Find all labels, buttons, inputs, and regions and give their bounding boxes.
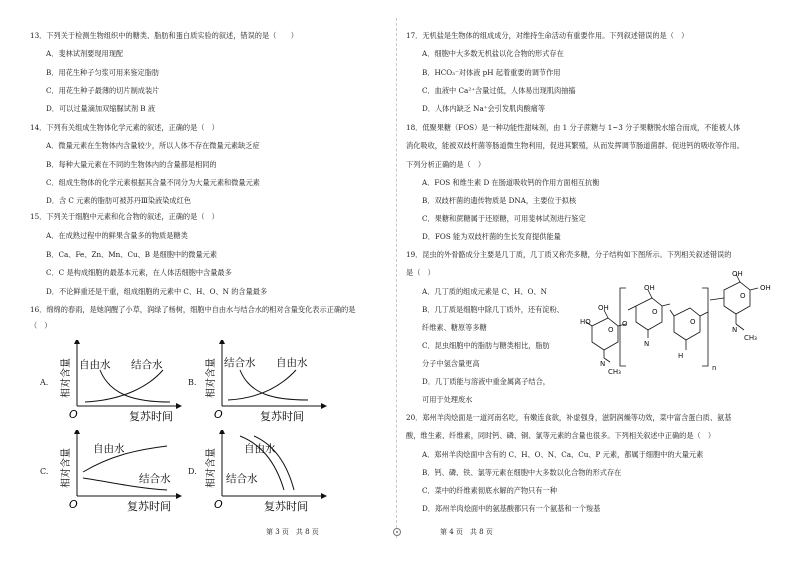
graph-c-origin: O xyxy=(69,498,78,511)
graph-d-ylabel: 相对含量 xyxy=(206,448,217,488)
graph-d-xlabel: 复苏时间 xyxy=(264,500,308,513)
q20-option-d: D．郑州羊肉烩面中的氨基酸都只有一个氨基和一个羧基 xyxy=(422,504,601,513)
graph-a-curve2-label: 结合水 xyxy=(131,359,163,371)
q18-option-d: D．FOS 能为双歧杆菌的生长发育提供能量 xyxy=(422,232,561,241)
q19-option-d: D．几丁质能与溶液中重金属离子结合， xyxy=(422,377,550,386)
q20-option-b: B．钙、磷、铁、氯等元素在细胞中大多数以化合物的形式存在 xyxy=(422,468,622,477)
chitin-n-subscript: n xyxy=(712,364,717,372)
graph-a-curve1-label: 自由水 xyxy=(79,359,111,371)
binding-hole-icon xyxy=(393,528,401,536)
graph-d-origin: O xyxy=(214,498,223,511)
q15-option-b: B．Ca、Fe、Zn、Mn、Cu、B 是细胞中的微量元素 xyxy=(46,250,218,259)
q15-stem: 15．下列关于细胞中元素和化合物的叙述，正确的是（ ） xyxy=(30,212,219,221)
chitin-o-label-2: O xyxy=(652,308,658,316)
page-divider xyxy=(396,18,397,538)
q13-stem: 13．下列关于检测生物组织中的糖类、脂肪和蛋白质实验的叙述，错误的是（ ） xyxy=(30,31,298,40)
q17-option-c: C．血液中 Ca²⁺含量过低，人体易出现肌肉抽搐 xyxy=(422,86,576,95)
left-page-number: 第 3 页 共 8 页 xyxy=(266,528,319,536)
q13-option-a: A．斐林试剂要现用现配 xyxy=(46,49,124,58)
graph-a-xlabel: 复苏时间 xyxy=(129,410,173,423)
q15-option-a: A．在成熟过程中的鲜果含量多的物质是糖类 xyxy=(46,231,188,240)
graph-a-letter: A. xyxy=(40,378,49,387)
chitin-n-label-4: N xyxy=(732,326,738,334)
graph-d-letter: D. xyxy=(188,467,197,476)
chitin-ho-label-1: HO xyxy=(580,318,591,326)
chitin-oh-label-2: OH xyxy=(644,284,655,292)
q17-option-b: B．HCO₃⁻对体液 pH 起着重要的调节作用 xyxy=(422,68,561,77)
q17-option-a: A．细胞中大多数无机盐以化合物的形式存在 xyxy=(422,49,564,58)
graph-b-curve1-label: 结合水 xyxy=(224,357,256,369)
q19-option-a: A．几丁质的组成元素是 C、H、O、N xyxy=(422,287,547,296)
q16-stem: 16．绵绵的春雨，是她润醒了小草，润绿了杨树，细胞中自由水与结合水的相对含量变化表示正确的是 xyxy=(30,305,356,314)
q19-option-b: B．几丁质是细胞中除几丁质外，还有淀粉、 xyxy=(422,305,564,314)
graph-b-curve1 xyxy=(240,370,308,400)
q18-stem-line2: 消化吸收，能被双歧杆菌等肠道微生物利用，促进其繁殖，从而发挥调节肠道菌群、促进钙的吸收等作用。 xyxy=(406,141,744,150)
graph-b-letter: B. xyxy=(188,378,197,387)
q20-stem-line2: 酸，维生素、纤维素，同时钙、磷、铜、氯等元素的含量也很多。下列相关叙述中正确的是（ ） xyxy=(406,431,716,440)
q15-option-c: C．C 是构成细胞的最基本元素，在人体活细胞中含量最多 xyxy=(46,268,232,277)
graph-b-curve2 xyxy=(228,370,296,400)
q18-option-a: A．FOS 和维生素 D 在肠道吸收钙的作用方面相互抗衡 xyxy=(422,178,600,187)
graph-b-ylabel: 相对含量 xyxy=(206,358,217,398)
graph-a xyxy=(55,340,185,425)
graph-c xyxy=(55,430,185,515)
right-page-number: 第 4 页 共 8 页 xyxy=(440,528,493,536)
q19-option-c-cont: 分子中氢含量更高 xyxy=(422,359,480,368)
graph-c-curve1-label: 自由水 xyxy=(93,443,125,455)
graph-d-curve2-label: 结合水 xyxy=(226,473,258,485)
q20-option-c: C．菜中的纤维素彻底水解的产物只有一种 xyxy=(422,486,557,495)
graph-c-ylabel: 相对含量 xyxy=(61,448,72,488)
graph-a-origin: O xyxy=(69,408,78,421)
chitin-ch3-label-1: CH₃ xyxy=(608,368,621,376)
q13-option-b: B．用花生种子匀浆可用来鉴定脂肪 xyxy=(46,68,160,77)
graph-d xyxy=(200,430,330,515)
graph-c-letter: C. xyxy=(40,467,49,476)
graph-a-curve2 xyxy=(85,370,163,402)
graph-d-curve1-label: 自由水 xyxy=(244,443,276,455)
q14-option-b: B．每种大量元素在不同的生物体内的含量都是相同的 xyxy=(46,160,217,169)
q18-option-c: C．果糖和蔗糖属于还原糖，可用斐林试剂进行鉴定 xyxy=(422,214,586,223)
q20-option-a: A．郑州羊肉烩面中含有的 C、H、O、N、Ca、Cu、P 元素，都属于细胞中的大量元素 xyxy=(422,450,704,459)
graph-a-ylabel: 相对含量 xyxy=(61,358,72,398)
q15-option-d: D．不论鲜重还是干重，组成细胞的元素中 C、H、O、N 的含量最多 xyxy=(46,287,268,296)
q19-option-d-cont: 可用于处理废水 xyxy=(422,395,473,404)
graph-b xyxy=(200,340,330,425)
graph-c-curve2-label: 结合水 xyxy=(139,473,171,485)
graph-b-xlabel: 复苏时间 xyxy=(260,410,304,423)
q14-option-a: A．微量元素在生物体内含量较少，所以人体不存在微量元素缺乏症 xyxy=(46,141,260,150)
graph-b-origin: O xyxy=(214,408,223,421)
q19-option-c: C．昆虫细胞中的脂肪与糖类相比，脂肪 xyxy=(422,341,550,350)
q19-stem-line2: 是（ ） xyxy=(406,268,435,277)
q14-option-d: D．含 C 元素的脂肪可被苏丹Ⅲ染液染成红色 xyxy=(46,196,191,205)
chitin-n-label-2: N xyxy=(644,340,650,348)
graph-b-curve2-label: 自由水 xyxy=(276,357,308,369)
chitin-o-label-1: O xyxy=(608,326,614,334)
chitin-structure-diagram xyxy=(574,270,784,382)
chitin-oh-label-5: OH xyxy=(760,284,771,292)
chitin-h-label-2: H xyxy=(678,352,684,360)
chitin-o-label-3: O xyxy=(690,318,696,326)
q20-stem-line1: 20．郑州羊肉烩面是一道河南名吃，有嫩连食欲，补虚强身，滋阴润燥等功效，菜中富含蛋白质、氨基 xyxy=(406,413,732,422)
q17-option-d: D．人体内缺乏 Na⁺会引发肌肉酸痛等 xyxy=(422,104,546,113)
chitin-ch3-label-4: CH₃ xyxy=(744,334,757,342)
q18-option-b: B．双歧杆菌的遗传物质是 DNA，主要位于拟核 xyxy=(422,196,577,205)
chitin-oh-label-4: OH xyxy=(732,270,743,278)
chitin-o-link-1: O xyxy=(622,320,628,328)
q19-stem-line1: 19．昆虫的外骨骼成分主要是几丁质，几丁质又称壳多糖，分子结构如下图所示。下列相关叙述错误的 xyxy=(406,250,732,259)
q18-stem-line1: 18．低聚果糖（FOS）是一种功能性甜味剂，由 1 分子蔗糖与 1~3 分子果糖脱水缩合而成，不能被人体 xyxy=(406,123,741,132)
q14-option-c: C．组成生物体的化学元素根据其含量不同分为大量元素和微量元素 xyxy=(46,178,260,187)
q19-option-b-cont: 纤维素、糖原等多糖 xyxy=(422,323,487,332)
chitin-n-label-1: N xyxy=(600,360,606,368)
q13-option-d: D．可以过量滴加双缩脲试剂 B 液 xyxy=(46,104,156,113)
q17-stem: 17．无机盐是生物体的组成成分，对维持生命活动有重要作用。下列叙述错误的是（ ） xyxy=(406,31,689,40)
q18-stem-line3: 下列分析正确的是（ ） xyxy=(406,160,486,169)
chitin-oh-label-1: OH xyxy=(598,304,609,312)
q16-stem-paren: （ ） xyxy=(30,321,52,330)
graph-a-curve1 xyxy=(100,370,170,402)
graph-c-xlabel: 复苏时间 xyxy=(127,500,171,513)
q13-option-c: C．用花生种子最薄的切片制成装片 xyxy=(46,86,160,95)
chitin-o-label-4: O xyxy=(740,292,746,300)
q14-stem: 14．下列有关组成生物体化学元素的叙述，正确的是（ ） xyxy=(30,123,219,132)
